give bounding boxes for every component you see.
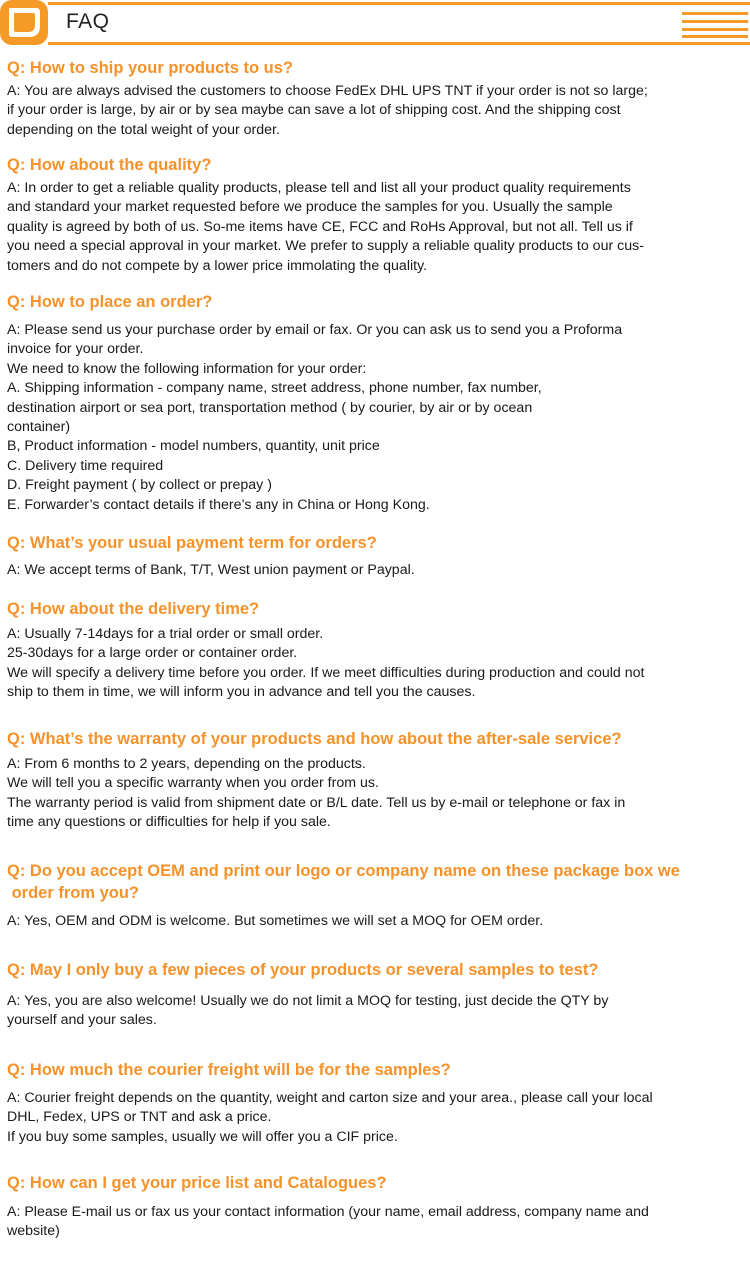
faq-answer-line: A. Shipping information - company name, street address, phone number, fax number, bbox=[7, 380, 542, 397]
faq-question: Q: How to place an order? bbox=[7, 293, 213, 311]
faq-question: Q: Do you accept OEM and print our logo or company name on these package box we bbox=[7, 862, 680, 880]
faq-answer-line: A: From 6 months to 2 years, depending on the products. bbox=[7, 756, 366, 772]
faq-answer bbox=[7, 992, 745, 1031]
faq-question: Q: How about the quality? bbox=[7, 156, 212, 174]
faq-answer-line: yourself and your sales. bbox=[7, 1012, 157, 1029]
header-top-rule bbox=[48, 2, 750, 5]
faq-item-delivery-time bbox=[7, 598, 745, 703]
faq-answer-line: time any questions or difficulties for help if you sale. bbox=[7, 814, 331, 831]
faq-answer-line: D. Freight payment ( by collect or prepay ) bbox=[7, 477, 272, 494]
faq-item-warranty bbox=[7, 728, 745, 833]
hamburger-menu-icon[interactable] bbox=[682, 12, 748, 38]
faq-answer-line: A: Please send us your purchase order by email or fax. Or you can ask us to send you a Proforma bbox=[7, 322, 623, 338]
faq-answer-line: A: Usually 7-14days for a trial order or small order. bbox=[7, 626, 324, 642]
faq-question: Q: What’s the warranty of your products and how about the after-sale service? bbox=[7, 730, 622, 748]
faq-answer-line: depending on the total weight of your order. bbox=[7, 121, 280, 138]
chat-bubble-logo-icon bbox=[0, 0, 50, 46]
faq-item-quality bbox=[7, 154, 745, 276]
faq-answer-line: 25-30days for a large order or container order. bbox=[7, 645, 298, 662]
faq-answer-line: container) bbox=[7, 419, 71, 436]
faq-answer-line: if your order is large, by air or by sea maybe can save a lot of shipping cost. And the shipping cost bbox=[7, 102, 621, 119]
faq-answer-line: A: Courier freight depends on the quantity, weight and carton size and your area., please call your local bbox=[7, 1090, 653, 1106]
faq-answer-line: We will specify a delivery time before you order. If we meet difficulties during production and could not bbox=[7, 664, 645, 681]
faq-question-continued: order from you? bbox=[7, 884, 140, 902]
faq-question: Q: How to ship your products to us? bbox=[7, 59, 293, 77]
faq-item-price-list bbox=[7, 1172, 745, 1242]
faq-item-place-order bbox=[7, 291, 745, 515]
faq-answer-line: you need a special approval in your market. We prefer to supply a reliable quality products to our cus- bbox=[7, 238, 644, 255]
faq-question: Q: How can I get your price list and Catalogues? bbox=[7, 1174, 387, 1192]
faq-question: Q: May I only buy a few pieces of your products or several samples to test? bbox=[7, 961, 599, 979]
faq-answer bbox=[7, 912, 745, 931]
faq-answer-line: destination airport or sea port, transportation method ( by courier, by air or by ocean bbox=[7, 399, 533, 416]
faq-answer bbox=[7, 1089, 745, 1147]
faq-answer-line: ship to them in time, we will inform you in advance and tell you the causes. bbox=[7, 684, 476, 701]
faq-answer-line: C. Delivery time required bbox=[7, 457, 164, 474]
page-header bbox=[0, 0, 750, 46]
faq-answer-line: A: We accept terms of Bank, T/T, West union payment or Paypal. bbox=[7, 562, 415, 578]
faq-answer-line: B, Product information - model numbers, quantity, unit price bbox=[7, 438, 380, 455]
faq-question: Q: How much the courier freight will be for the samples? bbox=[7, 1061, 451, 1079]
faq-answer-line: website) bbox=[7, 1223, 60, 1240]
faq-answer bbox=[7, 755, 745, 833]
faq-answer-line: We need to know the following information for your order: bbox=[7, 360, 367, 377]
faq-answer-line: If you buy some samples, usually we will offer you a CIF price. bbox=[7, 1128, 398, 1145]
faq-answer-line: A: Please E-mail us or fax us your contact information (your name, email address, company name and bbox=[7, 1204, 649, 1220]
faq-item-samples bbox=[7, 959, 745, 1031]
faq-answer bbox=[7, 321, 745, 515]
faq-question: Q: How about the delivery time? bbox=[7, 600, 260, 618]
faq-question: Q: What’s your usual payment term for orders? bbox=[7, 534, 377, 552]
faq-answer bbox=[7, 179, 745, 276]
faq-answer-line: We will tell you a specific warranty when you order from us. bbox=[7, 775, 379, 792]
header-bottom-rule bbox=[48, 42, 750, 45]
faq-answer-line: A: Yes, OEM and ODM is welcome. But sometimes we will set a MOQ for OEM order. bbox=[7, 913, 544, 929]
faq-answer-line: E. Forwarder’s contact details if there’s any in China or Hong Kong. bbox=[7, 496, 430, 513]
faq-answer-line: quality is agreed by both of us. So-me items have CE, FCC and RoHs Approval, but not all. Tell us if bbox=[7, 218, 633, 235]
faq-item-payment-term bbox=[7, 532, 745, 580]
faq-answer-line: A: In order to get a reliable quality products, please tell and list all your product quality requirements bbox=[7, 180, 631, 196]
faq-answer bbox=[7, 561, 745, 580]
faq-answer bbox=[7, 1203, 745, 1242]
faq-answer-line: and standard your market requested before we produce the samples for you. Usually the sample bbox=[7, 199, 613, 216]
faq-answer-line: tomers and do not compete by a lower price immolating the quality. bbox=[7, 257, 428, 274]
faq-answer-line: The warranty period is valid from shipment date or B/L date. Tell us by e-mail or telephone or fax in bbox=[7, 794, 626, 811]
faq-item-oem bbox=[7, 860, 745, 931]
faq-item-courier-freight bbox=[7, 1059, 745, 1147]
faq-answer bbox=[7, 625, 745, 703]
faq-answer-line: invoice for your order. bbox=[7, 341, 144, 358]
faq-item-shipping bbox=[7, 57, 745, 140]
faq-answer-line: A: You are always advised the customers to choose FedEx DHL UPS TNT if your order is not so large; bbox=[7, 83, 648, 99]
page-title: FAQ bbox=[66, 10, 110, 33]
faq-answer-line: A: Yes, you are also welcome! Usually we do not limit a MOQ for testing, just decide the QTY by bbox=[7, 993, 609, 1009]
faq-answer-line: DHL, Fedex, UPS or TNT and ask a price. bbox=[7, 1109, 272, 1126]
faq-answer bbox=[7, 82, 745, 140]
